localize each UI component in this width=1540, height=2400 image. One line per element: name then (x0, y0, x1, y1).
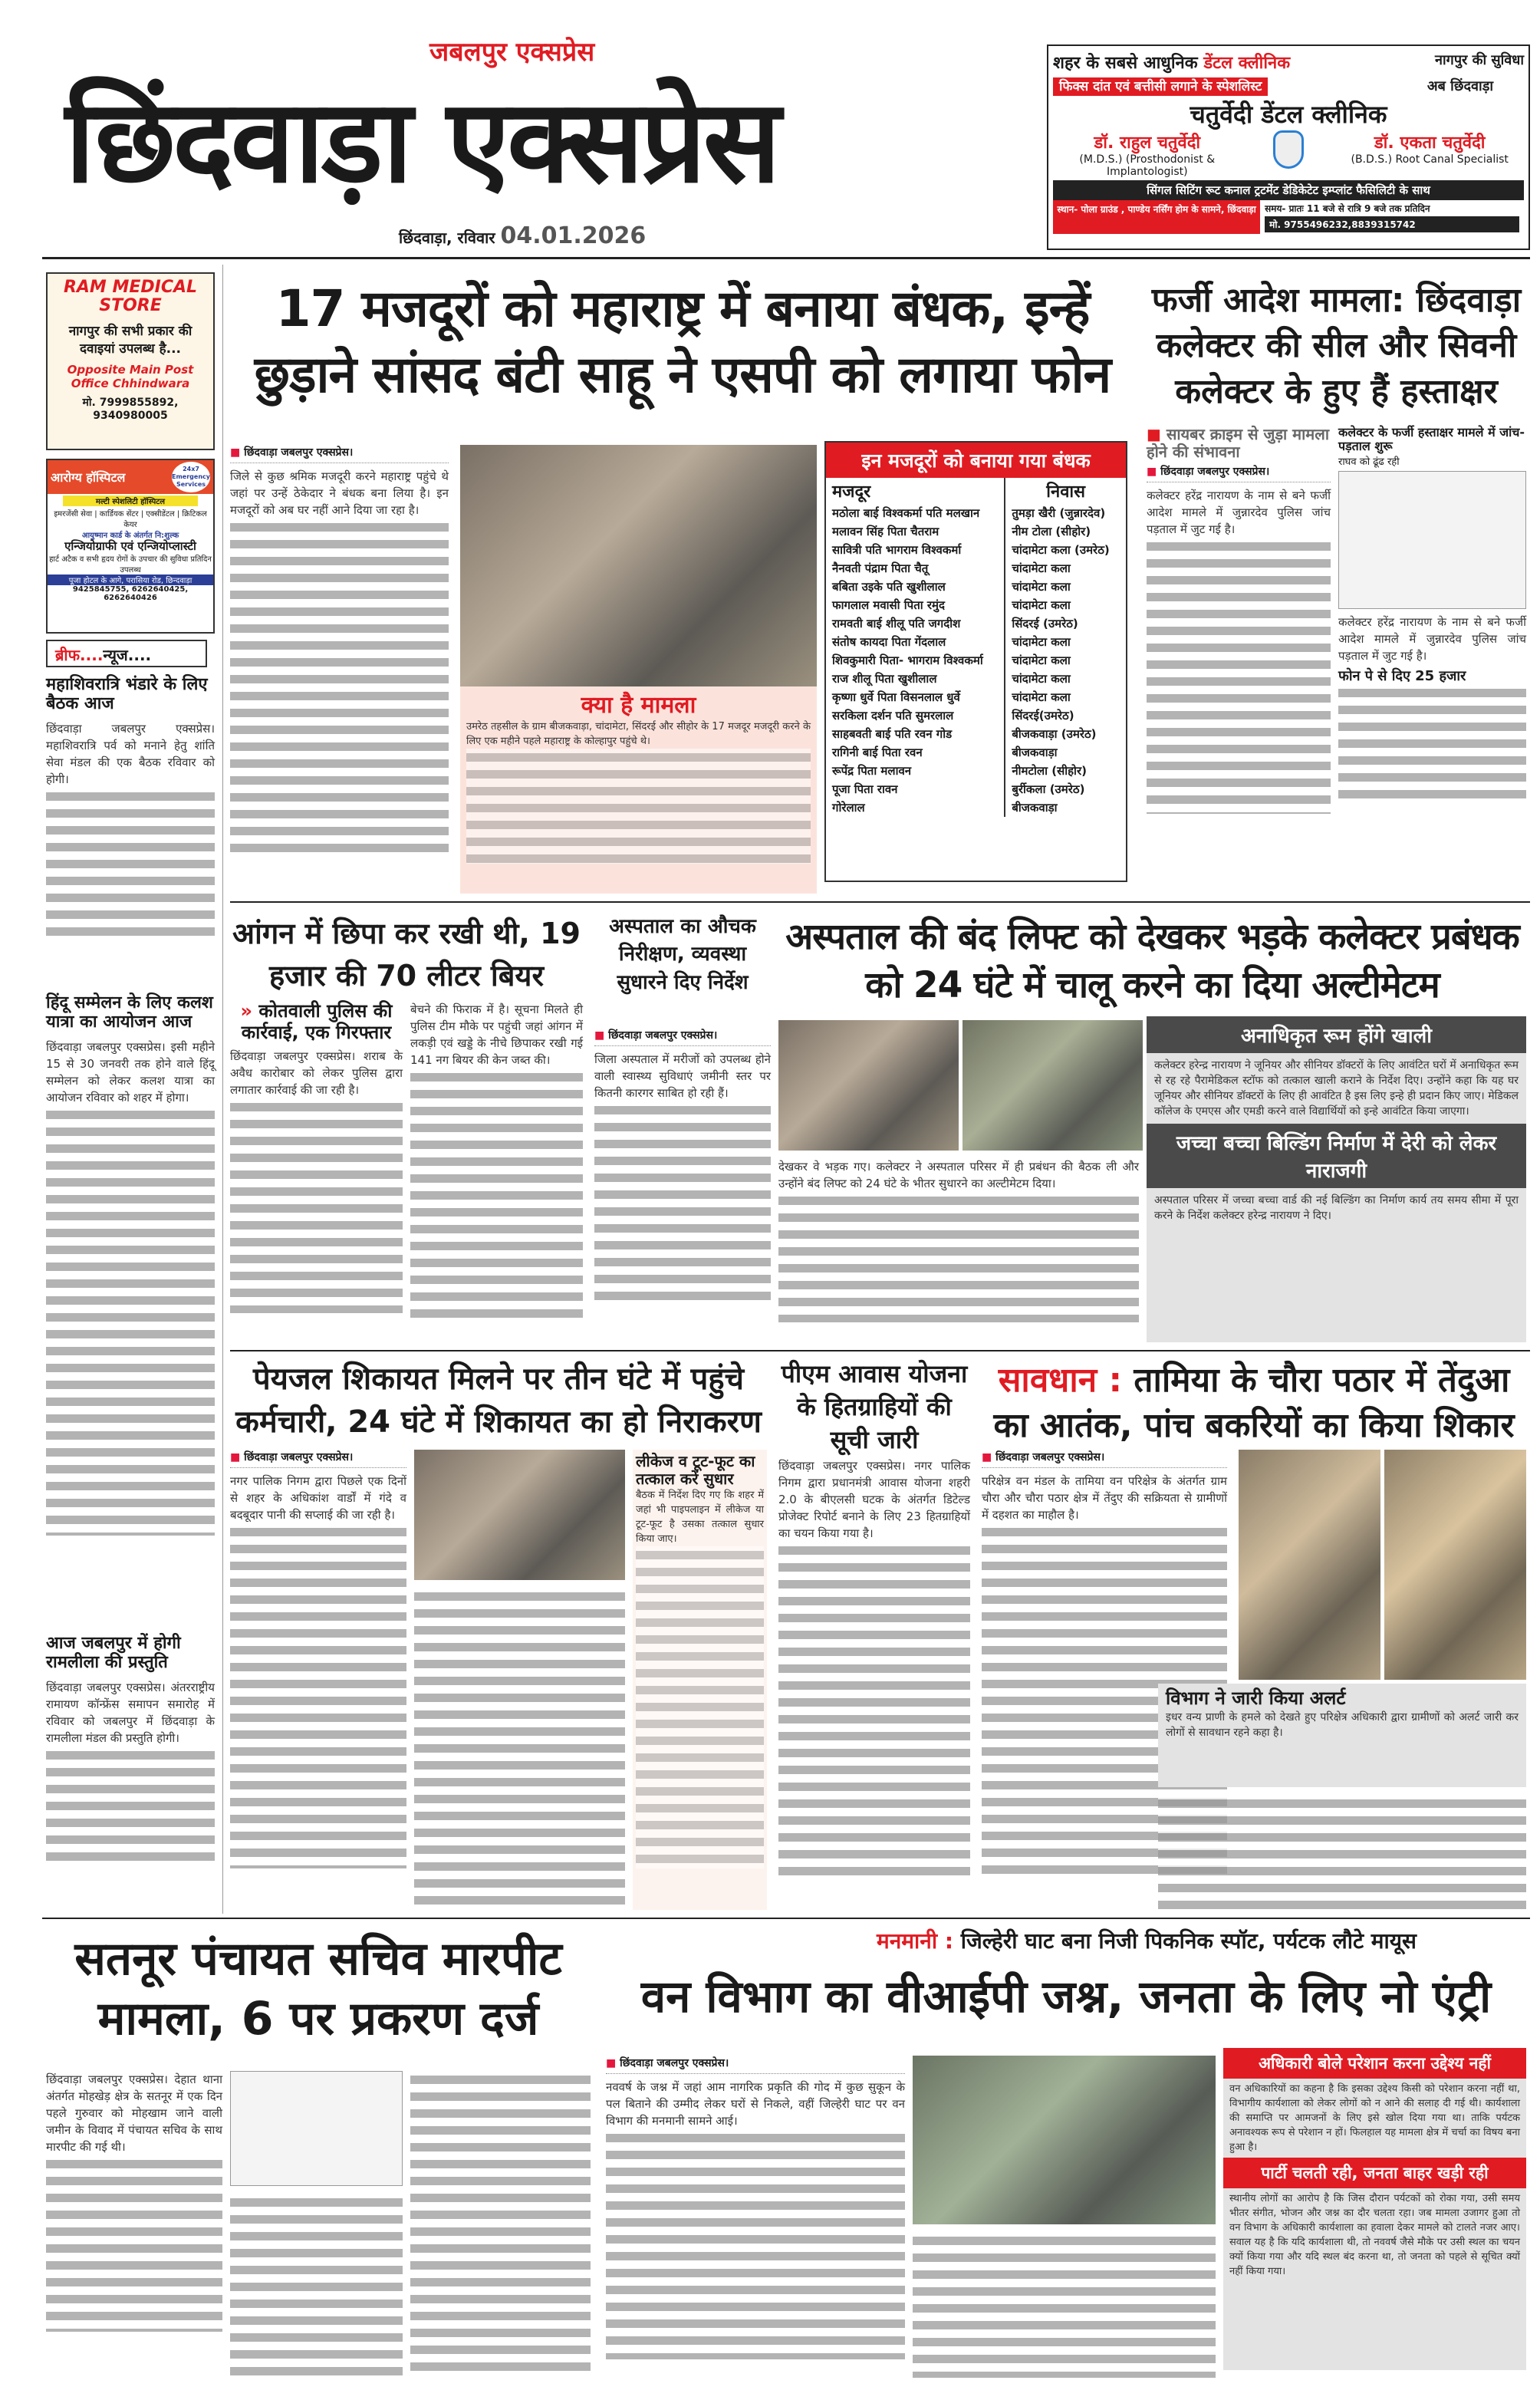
worker-name: मठोला बाई विश्वकर्मा पति मलखान (826, 504, 1005, 522)
inset-title: कलेक्टर के फर्जी हस्ताक्षर मामले में जांच-पड़ताल शुरू (1338, 425, 1525, 454)
ad-text: मल्टी स्पेशलिटी हॉस्पिटल (63, 495, 198, 506)
worker-residence: बुर्रीकला (उमरेठ) (1012, 782, 1085, 796)
doctor-name: डॉ. एकता चतुर्वेदी (1374, 133, 1486, 153)
brief-title: हिंदू सम्मेलन के लिए कलश यात्रा का आयोजन आज (46, 993, 213, 1032)
worker-residence: चांदामेटा कला (1012, 580, 1071, 594)
text-block (230, 519, 449, 856)
masthead-divider (42, 257, 1530, 259)
box-body: कलेक्टर हरेन्द्र नारायण ने जूनियर और सीनियर डॉक्टरों के लिए आवंटित घरों में अनाधिकृत रूम से रह रहे पैरामेडिकल स्टॉफ को तत्काल खाली कराने के निर्देश दिए। उन्होंने कहा कि यह घर जूनियर और सीनियर डॉक्टरों के लिए ही आवंटित है इस लिए इन्हे ही प्रदान किए जाए। मेडिकल कॉलेज के एमएस और एमडी करने वाले विद्यार्थियों को इन्हे आवंटित किया जाएगा। (1154, 1059, 1519, 1118)
section-divider (230, 901, 1530, 903)
ad-text: शहर के सबसे आधुनिक (1053, 54, 1198, 73)
worker-residence: सिंदरई(उमरेठ) (1012, 709, 1074, 723)
ad-text: हार्ट अटैक व सभी हृदय रोगों के उपचार की सुविधा प्रतिदिन उपलब्ध (49, 555, 212, 574)
ad-phone: मो. 7999855892, 9340980005 (82, 397, 179, 423)
ad-text: नागपुर की सुविधा (1435, 52, 1524, 68)
masthead-kicker: जबलपुर एक्सप्रेस (429, 37, 595, 67)
worker-residence: चांदामेटा कला (1012, 598, 1071, 612)
hostage-workers-table (824, 441, 1127, 882)
brief-news-label (46, 640, 207, 667)
section-divider (230, 1350, 1530, 1351)
text-block (636, 1546, 764, 1868)
lift-story-body (778, 1158, 1139, 1322)
hospital-sidebox (1147, 1016, 1526, 1342)
brief-label: न्यूज.... (103, 646, 152, 664)
brief-title: आज जबलपुर में होगी रामलीला की प्रस्तुति (46, 1634, 181, 1673)
assault-illustration (230, 2071, 403, 2186)
box-body: अस्पताल परिसर में जच्चा बच्चा वार्ड की नई बिल्डिंग का निर्माण कार्य तय समय सीमा में पूरा करने के निर्देश कलेक्टर हरेन्द्र नारायण ने दिए। (1154, 1194, 1519, 1222)
text-block (913, 2232, 1216, 2378)
clipping-image (1338, 471, 1526, 609)
column-header: निवास (1046, 482, 1086, 502)
table-row (826, 780, 1126, 798)
worker-name: पूजा पिता रावन (826, 780, 1005, 798)
clinic-phone: मो. 9755496232,8839315742 (1265, 216, 1519, 232)
water-story-body (230, 1450, 406, 1868)
article-text: कलेक्टर हरेंद्र नारायण के नाम से बने फर्जी आदेश मामले में जुन्नारदेव पुलिस जांच पड़ताल में जुट गई है। (1338, 614, 1526, 663)
collector-story-body: ■ सायबर क्राइम से जुड़ा मामला होने की संभावना ■ छिंदवाड़ा जबलपुर एक्सप्रेस। कलेक्टर हरेंद्र नारायण के नाम से बने फर्जी आदेश मामले में जुन्नारदेव पुलिस जांच पड़ताल में जुट गई है। (1147, 426, 1331, 814)
table-row (826, 762, 1126, 780)
emergency-badge: 24x7 Emergency Services (172, 462, 210, 492)
text-block (778, 1542, 970, 1879)
jilhari-ghat-photo (913, 2056, 1216, 2224)
inspection-photo (962, 1020, 1143, 1151)
table-row (826, 596, 1126, 614)
table-row (826, 633, 1126, 651)
section-divider (42, 1918, 1530, 1919)
pm-awas-body (778, 1457, 970, 1879)
byline: ■ छिंदवाड़ा जबलपुर एक्सप्रेस। (982, 1450, 1227, 1468)
leopard-headline (982, 1358, 1526, 1449)
box-body: वन अधिकारियों का कहना है कि इसका उद्देश्य किसी को परेशान करना नहीं था, विभागीय कार्यशाला को लेकर लोगों को न आने की सलाह दी गई थी। कार्यशाला की समाप्ति पर आमजनों के लिए इसे खोल दिया गया था। ताकि पर्यटक अनावश्यक रूप से परेशान न हों। फिलहाल यह मामला क्षेत्र में चर्चा का विषय बना हुआ है। (1229, 2083, 1520, 2153)
satnoor-headline: सतनूर पंचायत सचिव मारपीट मामला, 6 पर प्रकरण दर्ज (74, 1932, 562, 2046)
collector-headline: फर्जी आदेश मामला: छिंदवाड़ा कलेक्टर की सील और सिवनी कलेक्टर के हुए हैं हस्ताक्षर (1151, 281, 1522, 411)
table-row (826, 670, 1126, 688)
article-lead: परिक्षेत्र वन मंडल के तामिया वन परिक्षेत्र के अंतर्गत ग्राम चौरा और चौरा पठार क्षेत्र में तेंदुए की सक्रियता से ग्रामीणों में दहशत का माहौल है। (982, 1474, 1227, 1522)
byline: ■ छिंदवाड़ा जबलपुर एक्सप्रेस। (594, 1028, 771, 1046)
worker-residence: चांदामेटा कला (1012, 635, 1071, 649)
article-lead: जिला अस्पताल में मरीजों को उपलब्ध होने वाली स्वास्थ्य सुविधाएं जमीनी स्तर पर कितनी कारगर साबित हो रही हैं। (594, 1052, 771, 1100)
dental-clinic-ad (1047, 44, 1530, 250)
table-row (826, 614, 1126, 633)
inset-sub: राघव को ढूंढ रही (1338, 456, 1400, 468)
headline-kicker: मनमानी : (877, 1928, 954, 1954)
worker-residence: नीम टोला (सीहोर) (1012, 525, 1091, 538)
worker-name: मलावन सिंह पिता चैतराम (826, 522, 1005, 541)
ad-address: पूजा होटल के आगे, परासिया रोड, छिन्दवाड़ा (48, 574, 213, 585)
vip-kicker-line (767, 1929, 1526, 1954)
brief-item (46, 675, 215, 941)
story-subhead: कोतवाली पुलिस की कार्रवाई, एक गिरफ्तार (241, 1000, 393, 1043)
dateline (399, 222, 646, 249)
story-subhead: फोन पे से दिए 25 हजार (1338, 667, 1466, 684)
ad-brand: RAM MEDICAL STORE (63, 278, 198, 316)
text-block (46, 2155, 222, 2332)
article-lead: नववर्ष के जश्न में जहां आम नागरिक प्रकृति की गोद में कुछ सुकून के पल बिताने की उम्मीद लेकर घरों से निकले, वहीं जिल्हेरी घाट पर वन विभाग की मनमानी सामने आई। (606, 2080, 905, 2128)
worker-name: राज शीलू पिता खुशीलाल (826, 670, 1005, 688)
byline: ■ छिंदवाड़ा जबलपुर एक्सप्रेस। (230, 1450, 406, 1468)
ad-band: सिंगल सिटिंग रूट कनाल ट्रटमेंट डेडिकेटेट इम्प्लांट फैसिलिटी के साथ (1053, 180, 1524, 200)
worker-residence: बीजकवाड़ा (उमरेठ) (1012, 727, 1097, 741)
text-block (230, 1098, 403, 1313)
clinic-address: स्थान- पोला ग्राउंड , पाण्डेय नर्सिंग होम के सामने, छिंदवाड़ा (1053, 200, 1260, 234)
text-block (466, 749, 811, 864)
byline: ■ छिंदवाड़ा जबलपुर एक्सप्रेस। (1147, 464, 1331, 482)
table-title: इन मजदूरों को बनाया गया बंधक (826, 443, 1126, 478)
inspection-headline: अस्पताल का औचक निरीक्षण, व्यवस्था सुधारने दिए निर्देश (609, 915, 756, 994)
box-body: स्थानीय लोगों का आरोप है कि जिस दौरान पर्यटकों को रोका गया, उसी समय भीतर संगीत, भोजन और जश्न का दौर चलता रहा। जब मामला उजागर हुआ तो वन विभाग के अधिकारी कार्यशाला का हवाला देकर मामले को टालते नजर आए। सवाल यह है कि यदि कार्यशाला थी, तो नववर्ष जैसे मौके पर उसी स्थल का चयन क्यों किया गया और यदि स्थल बंद करना था, तो जनता को पहले से सूचित क्यों नहीं किया गया। (1229, 2193, 1520, 2277)
text-block (410, 2071, 591, 2378)
ad-text: आयुष्मान कार्ड के अंतर्गत नि:शुल्क (81, 532, 179, 540)
brief-item (46, 993, 215, 1536)
box-title: लीकेज व टूट-फूट का तत्काल करें सुधार (636, 1452, 755, 1488)
lead-story-body (230, 445, 449, 856)
alert-box (1158, 1684, 1526, 1787)
worker-name: सरकिला दर्शन पति सुमरलाल (826, 706, 1005, 725)
beer-headline: आंगन में छिपा कर रखी थी, 19 हजार की 70 लीटर बियर (232, 917, 581, 993)
hospital-ad-header (48, 460, 213, 494)
article-lead: देखकर वे भड़क गए। कलेक्टर ने अस्पताल परिसर में ही प्रबंधन की बैठक ली और उन्होंने बंद लिफ्ट को 24 घंटे के भीतर सुधारने का अल्टीमेटम दिया। (778, 1160, 1139, 1190)
worker-name: शिवकुमारी पिता- भागराम विश्वकर्मा (826, 651, 1005, 670)
doctor-name: डॉ. राहुल चतुर्वेदी (1094, 133, 1201, 153)
lead-headline: 17 मजदूरों को महाराष्ट्र में बनाया बंधक, इन्हें छुड़ाने सांसद बंटी साहू ने एसपी को लगाया फोन (254, 279, 1111, 404)
brief-body: छिंदवाड़ा जबलपुर एक्सप्रेस। महाशिवरात्रि पर्व को मनाने हेतु शांति सेवा मंडल की एक बैठक रविवार को होगी। (46, 721, 215, 786)
water-headline: पेयजल शिकायत मिलने पर तीन घंटे में पहुंचे कर्मचारी, 24 घंटे में शिकायत का हो निराकरण (235, 1361, 762, 1440)
text-block (414, 1588, 625, 1910)
workers-list (826, 478, 1126, 817)
headline-text: जिल्हेरी घाट बना निजी पिकनिक स्पॉट, पर्यटक लौटे मायूस (960, 1928, 1417, 1954)
ad-text: नागपुर की सभी प्रकार की दवाइयां उपलब्ध है... (68, 324, 192, 357)
worker-name: कृष्णा धुर्वे पिता विसनलाल धुर्वे (826, 688, 1005, 706)
worker-residence: बीजकवाड़ा (1012, 801, 1058, 815)
vip-story-body (606, 2056, 905, 2359)
table-row (826, 725, 1126, 743)
brief-label: ब्रीफ.... (55, 646, 104, 664)
text-block (1338, 684, 1526, 799)
ad-phone: 9425845755, 6262640425, 6262640426 (72, 584, 189, 602)
ad-brand: आरोग्य हॉस्पिटल (51, 470, 126, 485)
inspection-story-body (594, 1028, 771, 1301)
beer-story-body-col2 (410, 1001, 583, 1322)
clinic-timing: समय- प्रातः 11 बजे से रात्रि 9 बजे तक प्रतिदिन (1265, 203, 1430, 214)
story-subhead: सायबर क्राइम से जुड़ा मामला होने की संभावना (1147, 425, 1330, 461)
worker-name: रागिनी बाई पिता रवन (826, 743, 1005, 762)
table-row (826, 706, 1126, 725)
table-row (826, 541, 1126, 559)
worker-name: फागलाल मवासी पिता रमुंद (826, 596, 1005, 614)
ad-text: अब छिंदवाड़ा (1426, 78, 1493, 94)
satnoor-body (46, 2071, 222, 2332)
column-header: मजदूर (826, 478, 1005, 504)
table-row (826, 743, 1126, 762)
byline: ■ छिंदवाड़ा जबलपुर एक्सप्रेस। (230, 445, 449, 463)
article-lead: छिंदवाड़ा जबलपुर एक्सप्रेस। नगर पालिक निगम द्वारा प्रधानमंत्री आवास योजना शहरी 2.0 के बीएलसी घटक के अंतर्गत डिटेल्ड प्रोजेक्ट रिपोर्ट बनाने के लिए 23 हितग्राहियों का चयन किया गया है। (778, 1459, 970, 1540)
box-title: विभाग ने जारी किया अलर्ट (1166, 1687, 1346, 1709)
text-block (1147, 538, 1331, 814)
ad-tag: फिक्स दांत एवं बत्तीसी लगाने के स्पेशलिस्ट (1053, 77, 1268, 96)
box-body: उमरेठ तहसील के ग्राम बीजकवाड़ा, चांदामेटा, सिंदरई और सीहोर के 17 मजदूर मजदूरी करने के लिए एक महीने पहले महाराष्ट्र के कोल्हापुर पहुंचे थे। (466, 720, 811, 747)
ad-text: डेंटल क्लीनिक (1203, 54, 1291, 73)
goat-carcass-photo (1384, 1450, 1526, 1680)
byline: ■ छिंदवाड़ा जबलपुर एक्सप्रेस। (606, 2056, 905, 2074)
text-block (410, 1068, 583, 1322)
table-row (826, 688, 1126, 706)
headline-text: तामिया के चौरा पठार में तेंदुआ का आतंक, पांच बकरियों का किया शिकार (993, 1361, 1515, 1446)
brief-body: छिंदवाड़ा जबलपुर एक्सप्रेस। इसी महीने 15 से 30 जनवरी तक होने वाले हिंदू सम्मेलन को लेकर कलश यात्रा का आयोजन रविवार को शहर में होगा। (46, 1039, 215, 1105)
brief-body: छिंदवाड़ा जबलपुर एक्सप्रेस। अंतरराष्ट्रीय रामायण कॉन्फ्रेंस समापन समारोह में रविवार को जबलपुर में छिंदवाड़ा के रामलीला मंडल की प्रस्तुति होगी। (46, 1680, 215, 1745)
beer-story-body: » कोतवाली पुलिस की कार्रवाई, एक गिरफ्तार छिंदवाड़ा जबलपुर एक्सप्रेस। शराब के अवैध कारोबार को लेकर पुलिस द्वारा लगातार कार्रवाई की जा रही है। (230, 1001, 403, 1313)
doctor-qualification: (B.D.S.) Root Canal Specialist (1351, 153, 1509, 166)
table-row (826, 798, 1126, 817)
doctor-qualification: (M.D.S.) (Prosthodonist & Implantologist) (1079, 153, 1216, 178)
issue-date: 04.01.2026 (500, 222, 647, 249)
worker-residence: तुमड़ा खैरी (जुन्नारदेव) (1012, 506, 1106, 520)
ram-medical-ad (46, 272, 215, 450)
worker-residence: नीमटोला (सीहोर) (1012, 764, 1087, 778)
text-block (46, 788, 215, 941)
goat-carcass-photo (1239, 1450, 1380, 1680)
ad-address: Opposite Main Post Office Chhindwara (67, 363, 194, 391)
article-text: बेचने की फिराक में है। सूचना मिलते ही पुलिस टीम मौके पर पहुंची जहां आंगन में लकड़ी एवं खड्डे के नीचे छिपाकर रखी गई 141 नग बियर की केन जब्त की। (410, 1002, 583, 1067)
vip-sidebox (1223, 2048, 1526, 2370)
worker-name: नैनवती पंद्राम पिता चैतू (826, 559, 1005, 578)
what-is-case-box (460, 686, 817, 894)
tooth-icon (1273, 130, 1304, 169)
vip-headline: वन विभाग का वीआईपी जश्न, जनता के लिए नो एंट्री (640, 1970, 1492, 2023)
box-title: अनाधिकृत रूम होंगे खाली (1147, 1016, 1526, 1053)
worker-name: सावित्री पति भागराम विश्वकर्मा (826, 541, 1005, 559)
headline-kicker: सावधान : (998, 1361, 1123, 1400)
worker-residence: चांदामेटा कला (उमरेठ) (1012, 543, 1110, 557)
worker-residence: चांदामेटा कला (1012, 672, 1071, 686)
box-title: जच्चा बच्चा बिल्डिंग निर्माण में देरी को लेकर नाराजगी (1147, 1124, 1526, 1188)
column-divider (222, 265, 223, 1914)
article-lead: कलेक्टर हरेंद्र नारायण के नाम से बने फर्जी आदेश मामले में जुन्नारदेव पुलिस जांच पड़ताल में जुट गई है। (1147, 489, 1331, 536)
masthead-title: छिंदवाड़ा एक्सप्रेस (65, 75, 778, 209)
worker-name: बबिता उइके पति खुशीलाल (826, 578, 1005, 596)
article-lead: छिंदवाड़ा जबलपुर एक्सप्रेस। देहात थाना अंतर्गत मोहखेड़ क्षेत्र के सतनूर में एक दिन पहले गुरुवार को मोहखाम जाने वाली जमीन के विवाद में पंचायत सचिव के साथ मारपीट की गई थी। (46, 2072, 222, 2154)
text-block (46, 1106, 215, 1536)
worker-residence: चांदामेटा कला (1012, 561, 1071, 575)
text-block (778, 1192, 1139, 1322)
ad-text: एन्जियोग्राफी एवं एन्जियोप्लास्टी (64, 539, 196, 553)
worker-name: साहबवती बाई पति रवन गोड (826, 725, 1005, 743)
article-lead: नगर पालिक निगम द्वारा पिछले एक दिनों से शहर के अधिकांश वार्डों में गंदे व बदबूदार पानी की सप्लाई की जा रही है। (230, 1474, 406, 1522)
article-lead: छिंदवाड़ा जबलपुर एक्सप्रेस। शराब के अवैध कारोबार को लेकर पुलिस द्वारा लगातार कार्रवाई की जा रही है। (230, 1049, 403, 1098)
table-row (826, 578, 1126, 596)
table-row (826, 559, 1126, 578)
article-lead: जिले से कुछ श्रमिक मजदूरी करने महाराष्ट्र पहुंचे थे जहां पर उन्हें ठेकेदार ने बंधक बना लिया है। इन मजदूरों को अब घर नहीं आने दिया जा रहा है। (230, 469, 449, 517)
dateline-place: छिंदवाड़ा, रविवार (399, 229, 495, 247)
worker-name: संतोष कायदा पिता गेंदलाल (826, 633, 1005, 651)
clinic-name: चतुर्वेदी डेंटल क्लीनिक (1190, 100, 1387, 129)
text-block (230, 1523, 406, 1868)
worker-residence: चांदामेटा कला (1012, 653, 1071, 667)
worker-residence: सिंदरई (उमरेठ) (1012, 617, 1078, 630)
worker-residence: चांदामेटा कला (1012, 690, 1071, 704)
pm-awas-headline: पीएम आवास योजना के हितग्राहियों की सूची जारी (781, 1359, 968, 1455)
table-row (826, 522, 1126, 541)
box-body: इधर वन्य प्राणी के हमले को देखते हुए परिक्षेत्र अधिकारी द्वारा ग्रामीणों को अलर्ट जारी कर लोगों से सावधान रहने कहा है। (1166, 1710, 1519, 1739)
text-block (1158, 1795, 1526, 1910)
worker-name: रामवती बाई शीलू पति जगदीश (826, 614, 1005, 633)
table-row (826, 504, 1126, 522)
worker-residence: बीजकवाड़ा (1012, 746, 1058, 759)
lift-headline: अस्पताल की बंद लिफ्ट को देखकर भड़के कलेक्टर प्रबंधक को 24 घंटे में चालू करने का दिया अल्टीमेटम (785, 916, 1519, 1007)
box-body: बैठक में निर्देश दिए गए कि शहर में जहां भी पाइपलाइन में लीकेज या टूट-फूट है उसका तत्काल सुधार किया जाए। (636, 1490, 764, 1545)
collector-inset (1338, 426, 1526, 799)
brief-item (46, 1634, 215, 1862)
box-title: पार्टी चलती रही, जनता बाहर खड़ी रही (1223, 2158, 1526, 2188)
water-meeting-photo (414, 1450, 625, 1580)
ad-text: इमरजेंसी सेवा | कार्डियक सेंटर | एक्सीडेंटल | क्रिटिकल केयर (54, 510, 207, 529)
leakage-box (633, 1450, 767, 1910)
table-row (826, 651, 1126, 670)
text-block (230, 2194, 403, 2378)
box-title: अधिकारी बोले परेशान करना उद्देश्य नहीं (1223, 2048, 1526, 2079)
hospital-ad (46, 459, 215, 634)
inspection-photo (778, 1020, 959, 1151)
text-block (606, 2129, 905, 2359)
worker-name: रूपेंद्र पिता मलावन (826, 762, 1005, 780)
lead-story-photo (460, 445, 817, 686)
text-block (46, 1747, 215, 1862)
text-block (594, 1101, 771, 1301)
box-title: क्या है मामला (581, 692, 696, 719)
brief-title: महाशिवरात्रि भंडारे के लिए बैठक आज (46, 675, 208, 714)
worker-name: गोरेलाल (826, 798, 1005, 817)
